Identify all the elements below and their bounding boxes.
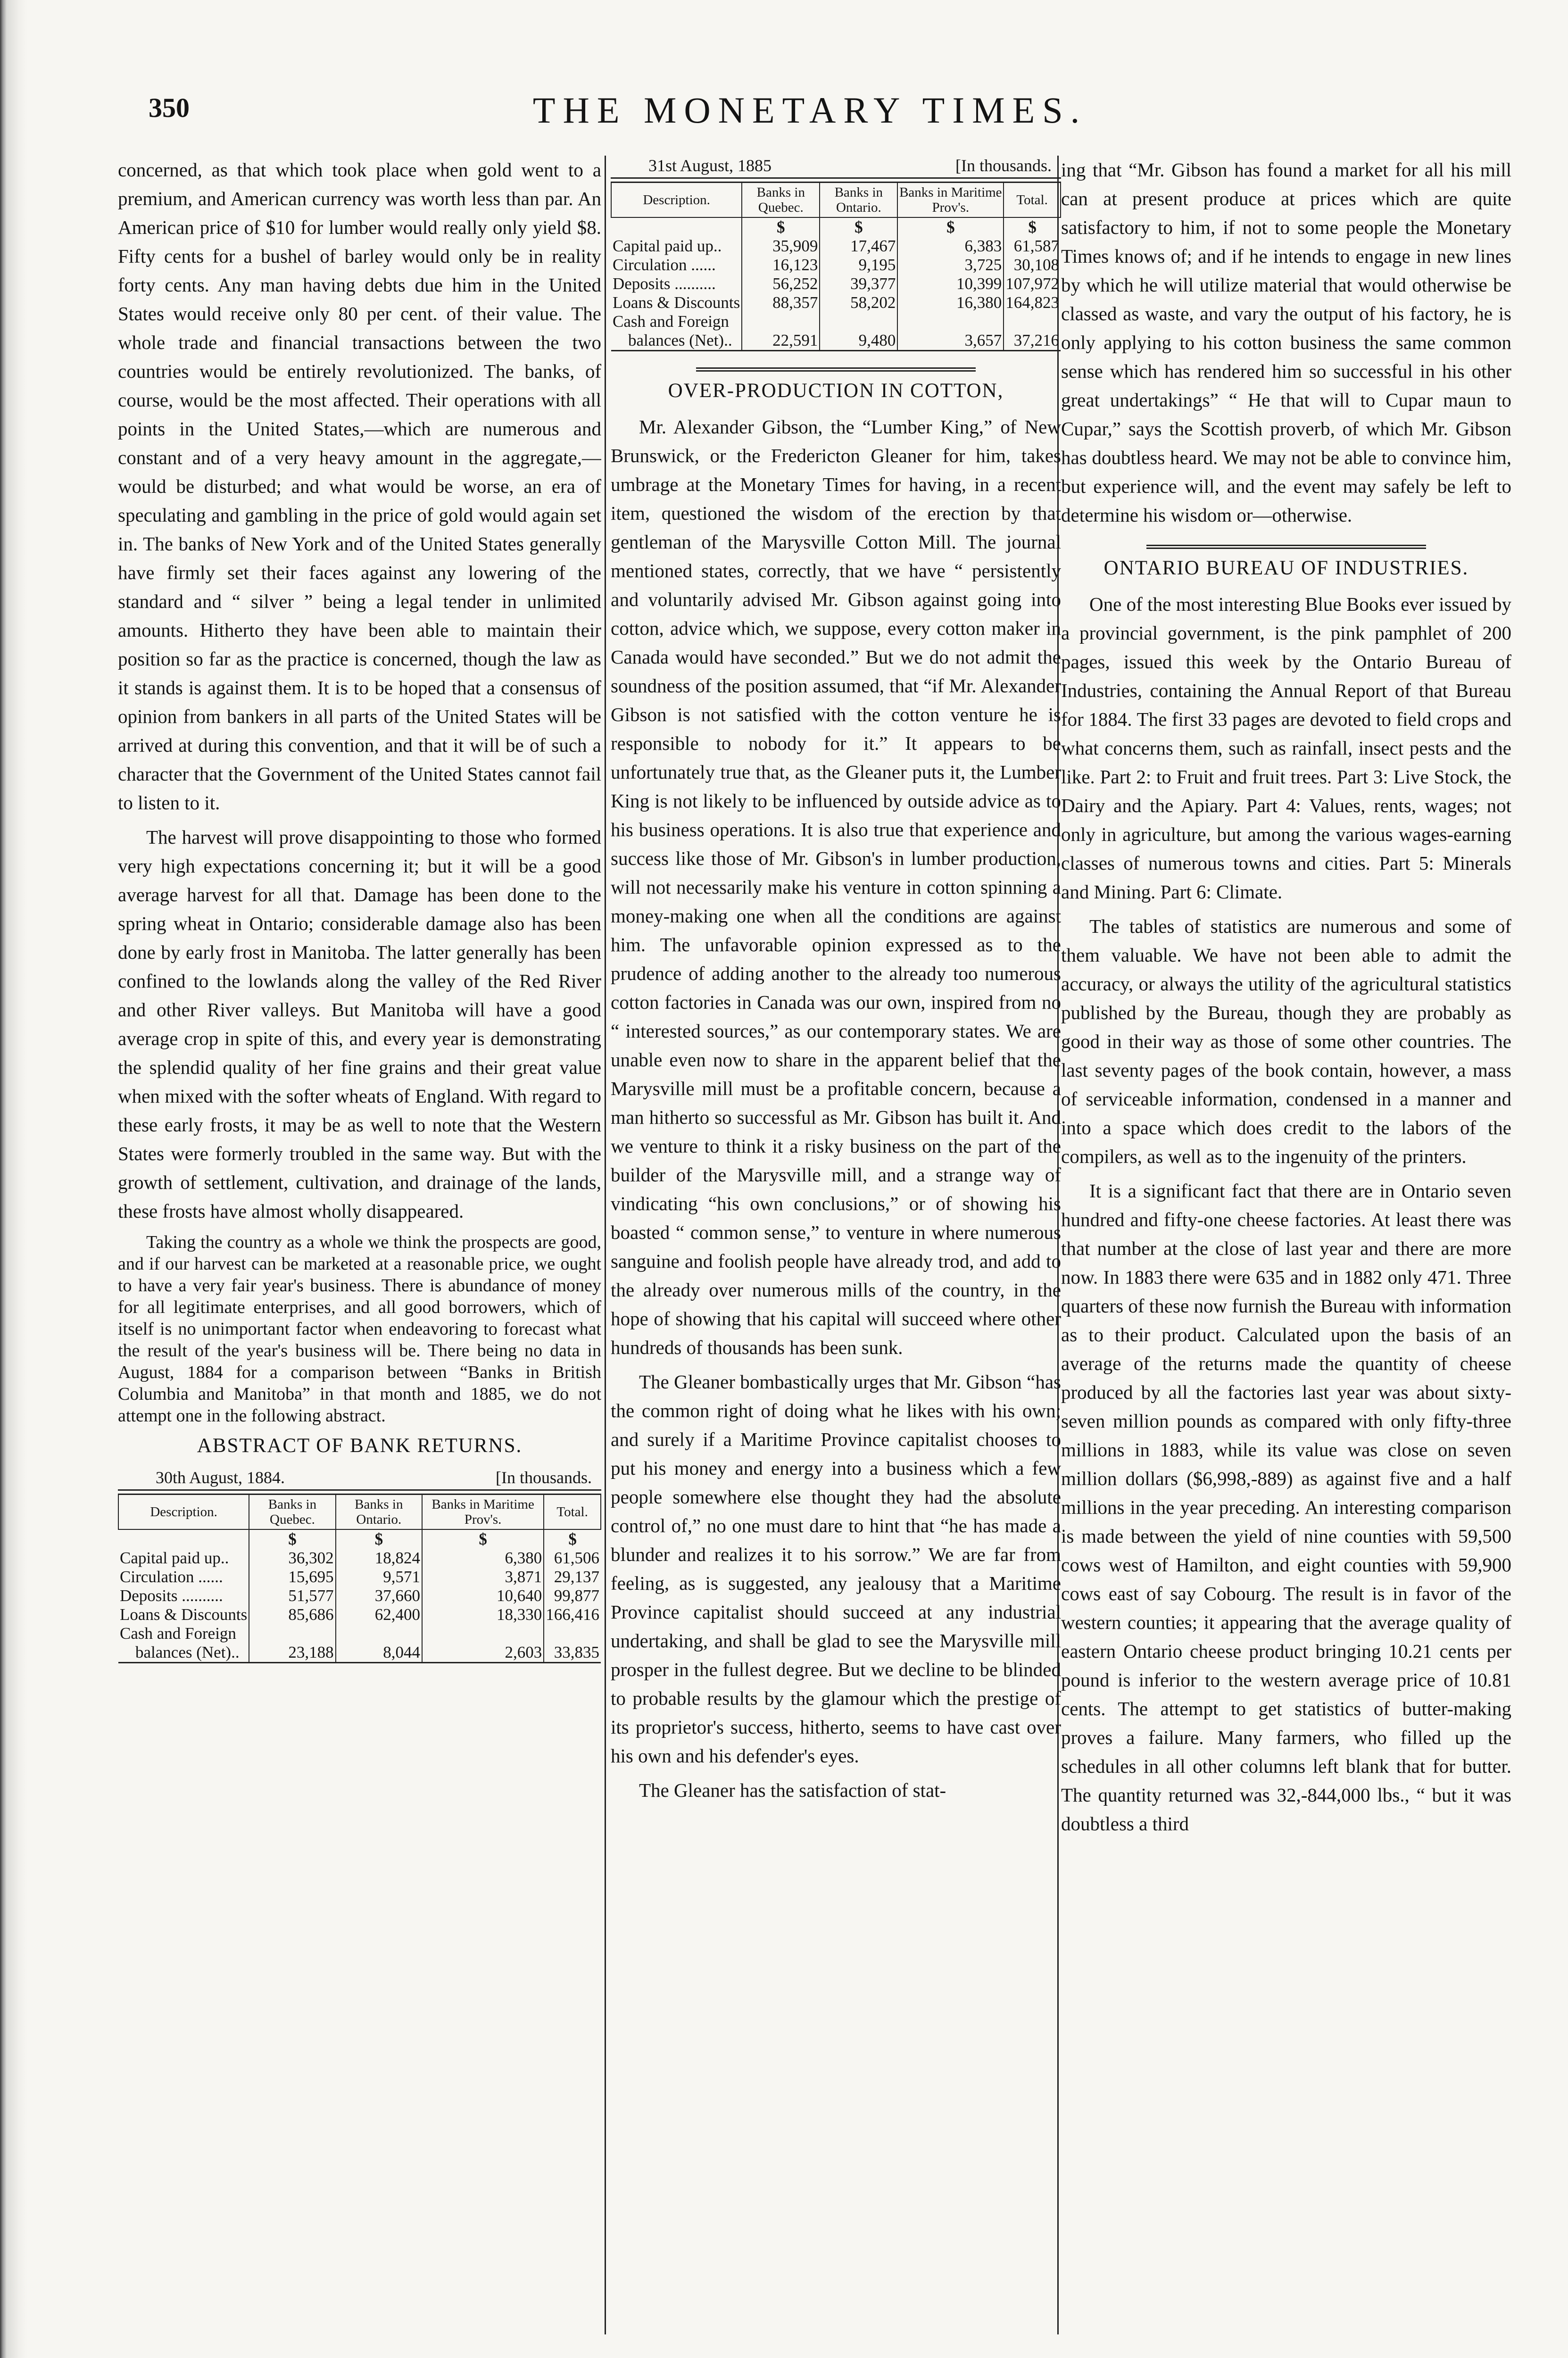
table-cell: 6,383 xyxy=(897,237,1004,256)
table-cell: 51,577 xyxy=(249,1586,335,1605)
table-row xyxy=(118,1586,601,1605)
table-row xyxy=(611,237,1061,256)
table-cell: 9,195 xyxy=(820,256,897,274)
table-cell: 85,686 xyxy=(249,1605,335,1624)
table-header: Banks in Ontario. xyxy=(820,183,897,218)
masthead-title: THE MONETARY TIMES. xyxy=(532,90,1087,131)
table-caption xyxy=(118,1468,601,1491)
table-cell: 166,416 xyxy=(544,1605,601,1624)
table-cell xyxy=(422,1624,544,1643)
bank-returns-table-1884 xyxy=(118,1494,601,1663)
table-row xyxy=(118,1549,601,1568)
column-right xyxy=(1061,156,1511,2344)
table-cell: Loans & Discounts xyxy=(613,293,740,312)
table-cell: 23,188 xyxy=(249,1643,335,1663)
table-cell: 61,587 xyxy=(1004,237,1061,256)
paragraph: The Gleaner bombastically urges that Mr. Gibson “has the common right of doing what he likes with his own; and surely if a Maritime Province capitalist chooses to put his money and energy into a business which a few people somewhere else thought they had the absolute control of,” no one must dare to hint that “he has made a blunder and realizes it to his sorrow.” We are far from feeling, as is suggested, any jealousy that a Maritime Province capitalist should succeed at any industrial undertaking, and shall be glad to see the Marysville mill prosper in the fullest degree. But we decline to be blinded to probable results by the glamour which the prestige of its proprietor's success, hitherto, seems to have cast over his own and his defender's eyes. xyxy=(611,1371,1061,1767)
table-cell: $ xyxy=(249,1529,335,1549)
table-cell: 9,571 xyxy=(336,1568,422,1586)
table-cell: 37,216 xyxy=(1004,331,1061,351)
table-cell: 30,108 xyxy=(1004,256,1061,274)
table-cell: 15,695 xyxy=(249,1568,335,1586)
table-header: Total. xyxy=(1004,183,1061,218)
table-cell: 29,137 xyxy=(544,1568,601,1586)
table-cell xyxy=(249,1624,335,1643)
table-cell: Circulation ...... xyxy=(613,256,716,274)
table-row xyxy=(118,1624,601,1643)
table-cell: Loans & Discounts xyxy=(120,1605,248,1624)
table-row xyxy=(611,274,1061,293)
table-cell: 3,871 xyxy=(422,1568,544,1586)
table-date: 31st August, 1885 xyxy=(648,156,772,175)
section-divider xyxy=(1146,545,1426,549)
table-cell: $ xyxy=(422,1529,544,1549)
table-cell: 22,591 xyxy=(742,331,820,351)
bank-returns-table-1885 xyxy=(611,182,1061,351)
table-caption xyxy=(611,156,1061,179)
table-cell: balances (Net).. xyxy=(118,1643,249,1663)
table-row xyxy=(118,1568,601,1586)
table-unit: [In thousands. xyxy=(496,1468,592,1487)
table-cell: $ xyxy=(336,1529,422,1549)
column-middle xyxy=(611,156,1061,2344)
table-cell xyxy=(742,312,820,331)
page-number: 350 xyxy=(149,92,190,123)
paragraph: Taking the country as a whole we think the prospects are good, and if our harvest can be marketed at a reasonable price, we ought to have a very fair year's business. There is abundance of money for all legitimate enterprises, and all good borrowers, which of itself is no unimportant factor when endeavoring to forecast what the result of the year's business will be. There being no data in August, 1884 for a comparison between “Banks in British Columbia and Manitoba” in that month and 1885, we do not attempt one in the following abstract. xyxy=(118,1232,601,1426)
table-header: Description. xyxy=(611,183,742,218)
table-cell: $ xyxy=(544,1529,601,1549)
table-cell: Capital paid up.. xyxy=(613,237,722,255)
table-cell xyxy=(336,1624,422,1643)
table-cell: Deposits .......... xyxy=(120,1586,223,1605)
table-cell: $ xyxy=(1004,217,1061,237)
table-row xyxy=(118,1605,601,1624)
table-header: Banks in Maritime Prov's. xyxy=(897,183,1004,218)
column-rule xyxy=(605,156,606,2334)
table-cell: 33,835 xyxy=(544,1643,601,1663)
table-cell: 10,640 xyxy=(422,1586,544,1605)
table-cell: 8,044 xyxy=(336,1643,422,1663)
table-cell: $ xyxy=(820,217,897,237)
table-cell: $ xyxy=(742,217,820,237)
table-cell: Circulation ...... xyxy=(120,1568,223,1586)
table-cell: 37,660 xyxy=(336,1586,422,1605)
table-row xyxy=(611,217,1061,237)
paragraph: concerned, as that which took place when gold went to a premium, and American currency was worth less than par. An American price of $10 for lumber would really only yield $8. Fifty cents for a bushel of barley would only be in reality forty cents. Any man having debts due him in the United States would receive only 80 per cent. of their value. The whole trade and financial transactions between the two countries would be entirely revolutionized. The banks, of course, would be the most affected. Their operations with all points in the United States,—which are numerous and constant and of a very heavy amount in the aggregate,—would be disturbed; and what would be worse, an era of speculating and gambling in the price of gold would again set in. The banks of New York and of the United States generally have firmly set their faces against any lowering of the standard and “ silver ” being a legal tender in unlimited amounts. Hitherto they have been able to maintain their position so far as the practice is concerned, though the law as it stands is against them. It is to be hoped that a consensus of opinion from bankers in all parts of the United States will be arrived at during this convention, and that it will be of such a character that the Government of the United States cannot fail to listen to it. xyxy=(118,159,601,814)
table-header: Banks in Ontario. xyxy=(336,1495,422,1530)
table-cell: Deposits .......... xyxy=(613,274,716,293)
table-cell xyxy=(544,1624,601,1643)
table-unit: [In thousands. xyxy=(955,156,1052,175)
table-header: Total. xyxy=(544,1495,601,1530)
table-cell: 35,909 xyxy=(742,237,820,256)
paragraph: The harvest will prove disappointing to those who formed very high expectations concerning it; but it will be a good average harvest for all that. Damage has been done to the spring wheat in Ontario; considerable damage also has been done by early frost in Manitoba. The latter generally has been confined to the lowlands along the valley of the Red River and other River valleys. But Manitoba will have a good average crop in spite of this, and every year is demonstrating the splendid quality of her fine grains and their great value when mixed with the softer wheats of England. With regard to these early frosts, it may be as well to note that the Western States were formerly troubled in the same way. But with the growth of settlement, cultivation, and drainage of the lands, these frosts have almost wholly disappeared. xyxy=(118,826,601,1222)
table-header: Banks in Quebec. xyxy=(249,1495,335,1530)
paragraph: It is a significant fact that there are in Ontario seven hundred and fifty-one cheese factories. At least there was that number at the close of last year and there are more now. In 1883 there were 635 and in 1882 only 471. Three quarters of these now furnish the Bureau with information as to their product. Calculated upon the basis of an average of the returns made the quantity of cheese produced by all the factories last year was about sixty-seven million pounds as compared with only fifty-three millions in 1883, while its value was close on seven million dollars ($6,998,-889) as against five and a half millions in the year preceding. An interesting comparison is made between the yield of nine counties with 59,500 cows west of Hamilton, and eight counties with 59,900 cows east of say Cobourg. The result is in favor of the western counties; it appearing that the average quality of eastern Ontario cheese product bringing 10.21 cents per pound is inferior to the western average price of 10.81 cents. The attempt to get statistics of butter-making proves a failure. Many farmers, who filled up the schedules in all other columns left blank that for butter. The quantity returned was 32,-844,000 lbs., “ but it was doubtless a third xyxy=(1061,1180,1511,1835)
table-cell: 6,380 xyxy=(422,1549,544,1568)
table-cell: 18,330 xyxy=(422,1605,544,1624)
table-row xyxy=(611,293,1061,312)
page-header xyxy=(149,92,1471,144)
table-cell: 9,480 xyxy=(820,331,897,351)
section-heading: ONTARIO BUREAU OF INDUSTRIES. xyxy=(1103,557,1469,579)
table-date: 30th August, 1884. xyxy=(156,1468,285,1487)
table-row xyxy=(611,331,1061,351)
table-cell xyxy=(118,1529,249,1549)
table-row xyxy=(118,1643,601,1663)
table-cell: $ xyxy=(897,217,1004,237)
table-row xyxy=(611,312,1061,331)
table-cell: 61,506 xyxy=(544,1549,601,1568)
column-left xyxy=(118,156,601,2344)
paragraph: ing that “Mr. Gibson has found a market for all his mill can at present produce at prices which are quite satisfactory to him, if not to some people the Monetary Times knows of; and if he intends to engage in new lines by which he will utilize material that would otherwise be classed as waste, and vary the output of his factory, he is only applying to his cotton business the same common sense which has rendered him so successful in his other great undertakings” “ He that will to Cupar maun to Cupar,” says the Scottish proverb, of which Mr. Gibson has doubtless heard. We may not be able to convince him, but experience will, and the event may safely be left to determine his wisdom or—otherwise. xyxy=(1061,159,1511,526)
table-row xyxy=(118,1529,601,1549)
table-cell: 16,123 xyxy=(742,256,820,274)
table-cell: Cash and Foreign xyxy=(120,1624,236,1643)
table-header: Banks in Quebec. xyxy=(742,183,820,218)
table-cell: 18,824 xyxy=(336,1549,422,1568)
table-cell: 56,252 xyxy=(742,274,820,293)
table-cell xyxy=(820,312,897,331)
table-cell: Capital paid up.. xyxy=(120,1549,229,1567)
table-header: Description. xyxy=(118,1495,249,1530)
paragraph: The tables of statistics are numerous and some of them valuable. We have not been able to admit the accuracy, or always the utility of the agricultural statistics published by the Bureau, though they are probably as good in their way as those of some other countries. The last seventy pages of the book contain, however, a mass of serviceable information, condensed in a manner and into a space which does credit to the labors of the compilers, as well as to the ingenuity of the printers. xyxy=(1061,915,1511,1167)
page-edge xyxy=(0,0,27,2358)
table-cell: 2,603 xyxy=(422,1643,544,1663)
table-cell: 16,380 xyxy=(897,293,1004,312)
table-cell: 107,972 xyxy=(1004,274,1061,293)
table-row xyxy=(611,256,1061,274)
table-cell: 17,467 xyxy=(820,237,897,256)
paragraph: The Gleaner has the satisfaction of stat- xyxy=(639,1779,946,1801)
table-cell: 62,400 xyxy=(336,1605,422,1624)
table-cell: Cash and Foreign xyxy=(613,312,729,331)
table-cell: 3,657 xyxy=(897,331,1004,351)
table-cell xyxy=(1004,312,1061,331)
table-cell xyxy=(611,217,742,237)
table-cell: 88,357 xyxy=(742,293,820,312)
section-divider xyxy=(696,367,975,372)
paragraph: One of the most interesting Blue Books ever issued by a provincial government, is the pink pamphlet of 200 pages, issued this week by the Ontario Bureau of Industries, containing the Annual Report of that Bureau for 1884. The first 33 pages are devoted to field crops and what concerns them, such as rainfall, insect pests and the like. Part 2: to Fruit and fruit trees. Part 3: Live Stock, the Dairy and the Apiary. Part 4: Values, rents, wages; not only in agriculture, but among the various wages-earning classes of numerous towns and cities. Part 5: Minerals and Mining. Part 6: Climate. xyxy=(1061,593,1511,903)
table-cell: 164,823 xyxy=(1004,293,1061,312)
section-heading: OVER-PRODUCTION IN COTTON, xyxy=(668,380,1004,402)
table-cell: balances (Net).. xyxy=(611,331,742,351)
table-header: Banks in Maritime Prov's. xyxy=(422,1495,544,1530)
table-cell xyxy=(897,312,1004,331)
table-cell: 3,725 xyxy=(897,256,1004,274)
table-cell: 10,399 xyxy=(897,274,1004,293)
paragraph: Mr. Alexander Gibson, the “Lumber King,” of New Brunswick, or the Fredericton Gleaner for him, takes umbrage at the Monetary Times for having, in a recent item, questioned the wisdom of the erection by that gentleman of the Marysville Cotton Mill. The journal mentioned states, correctly, that we have “ persistently and voluntarily advised Mr. Gibson against going into cotton, advice which, we suppose, every cotton maker in Canada would have seconded.” But we do not admit the soundness of the position assumed, that “if Mr. Alexander Gibson is not satisfied with the cotton venture he is responsible to nobody for it.” It appears to be unfortunately true that, as the Gleaner puts it, the Lumber King is not likely to be influenced by outside advice as to his business operations. It is also true that experience and success like those of Mr. Gibson's in lumber production, will not necessarily make his venture in cotton spinning a money-making one when all the conditions are against him. The unfavorable opinion expressed as to the prudence of adding another to the already too numerous cotton factories in Canada was our own, inspired from no “ interested sources,” as our contemporary states. We are unable even now to share in the apparent belief that the Marysville mill must be a profitable concern, because a man hitherto so successful as Mr. Gibson has built it. And we venture to think it a risky business on the part of the builder of the Marysville mill, and a strange way of vindicating “his own conclusions,” or of showing his boasted “ common sense,” to venture in where numerous sanguine and foolish people have already trod, and add to the already over numerous mills of the country, in the hope of showing that his capital will succeed where other hundreds of thousands has been sunk. xyxy=(611,416,1061,1358)
table-cell: 39,377 xyxy=(820,274,897,293)
table-cell: 58,202 xyxy=(820,293,897,312)
section-heading: ABSTRACT OF BANK RETURNS. xyxy=(197,1435,523,1457)
table-cell: 99,877 xyxy=(544,1586,601,1605)
table-cell: 36,302 xyxy=(249,1549,335,1568)
